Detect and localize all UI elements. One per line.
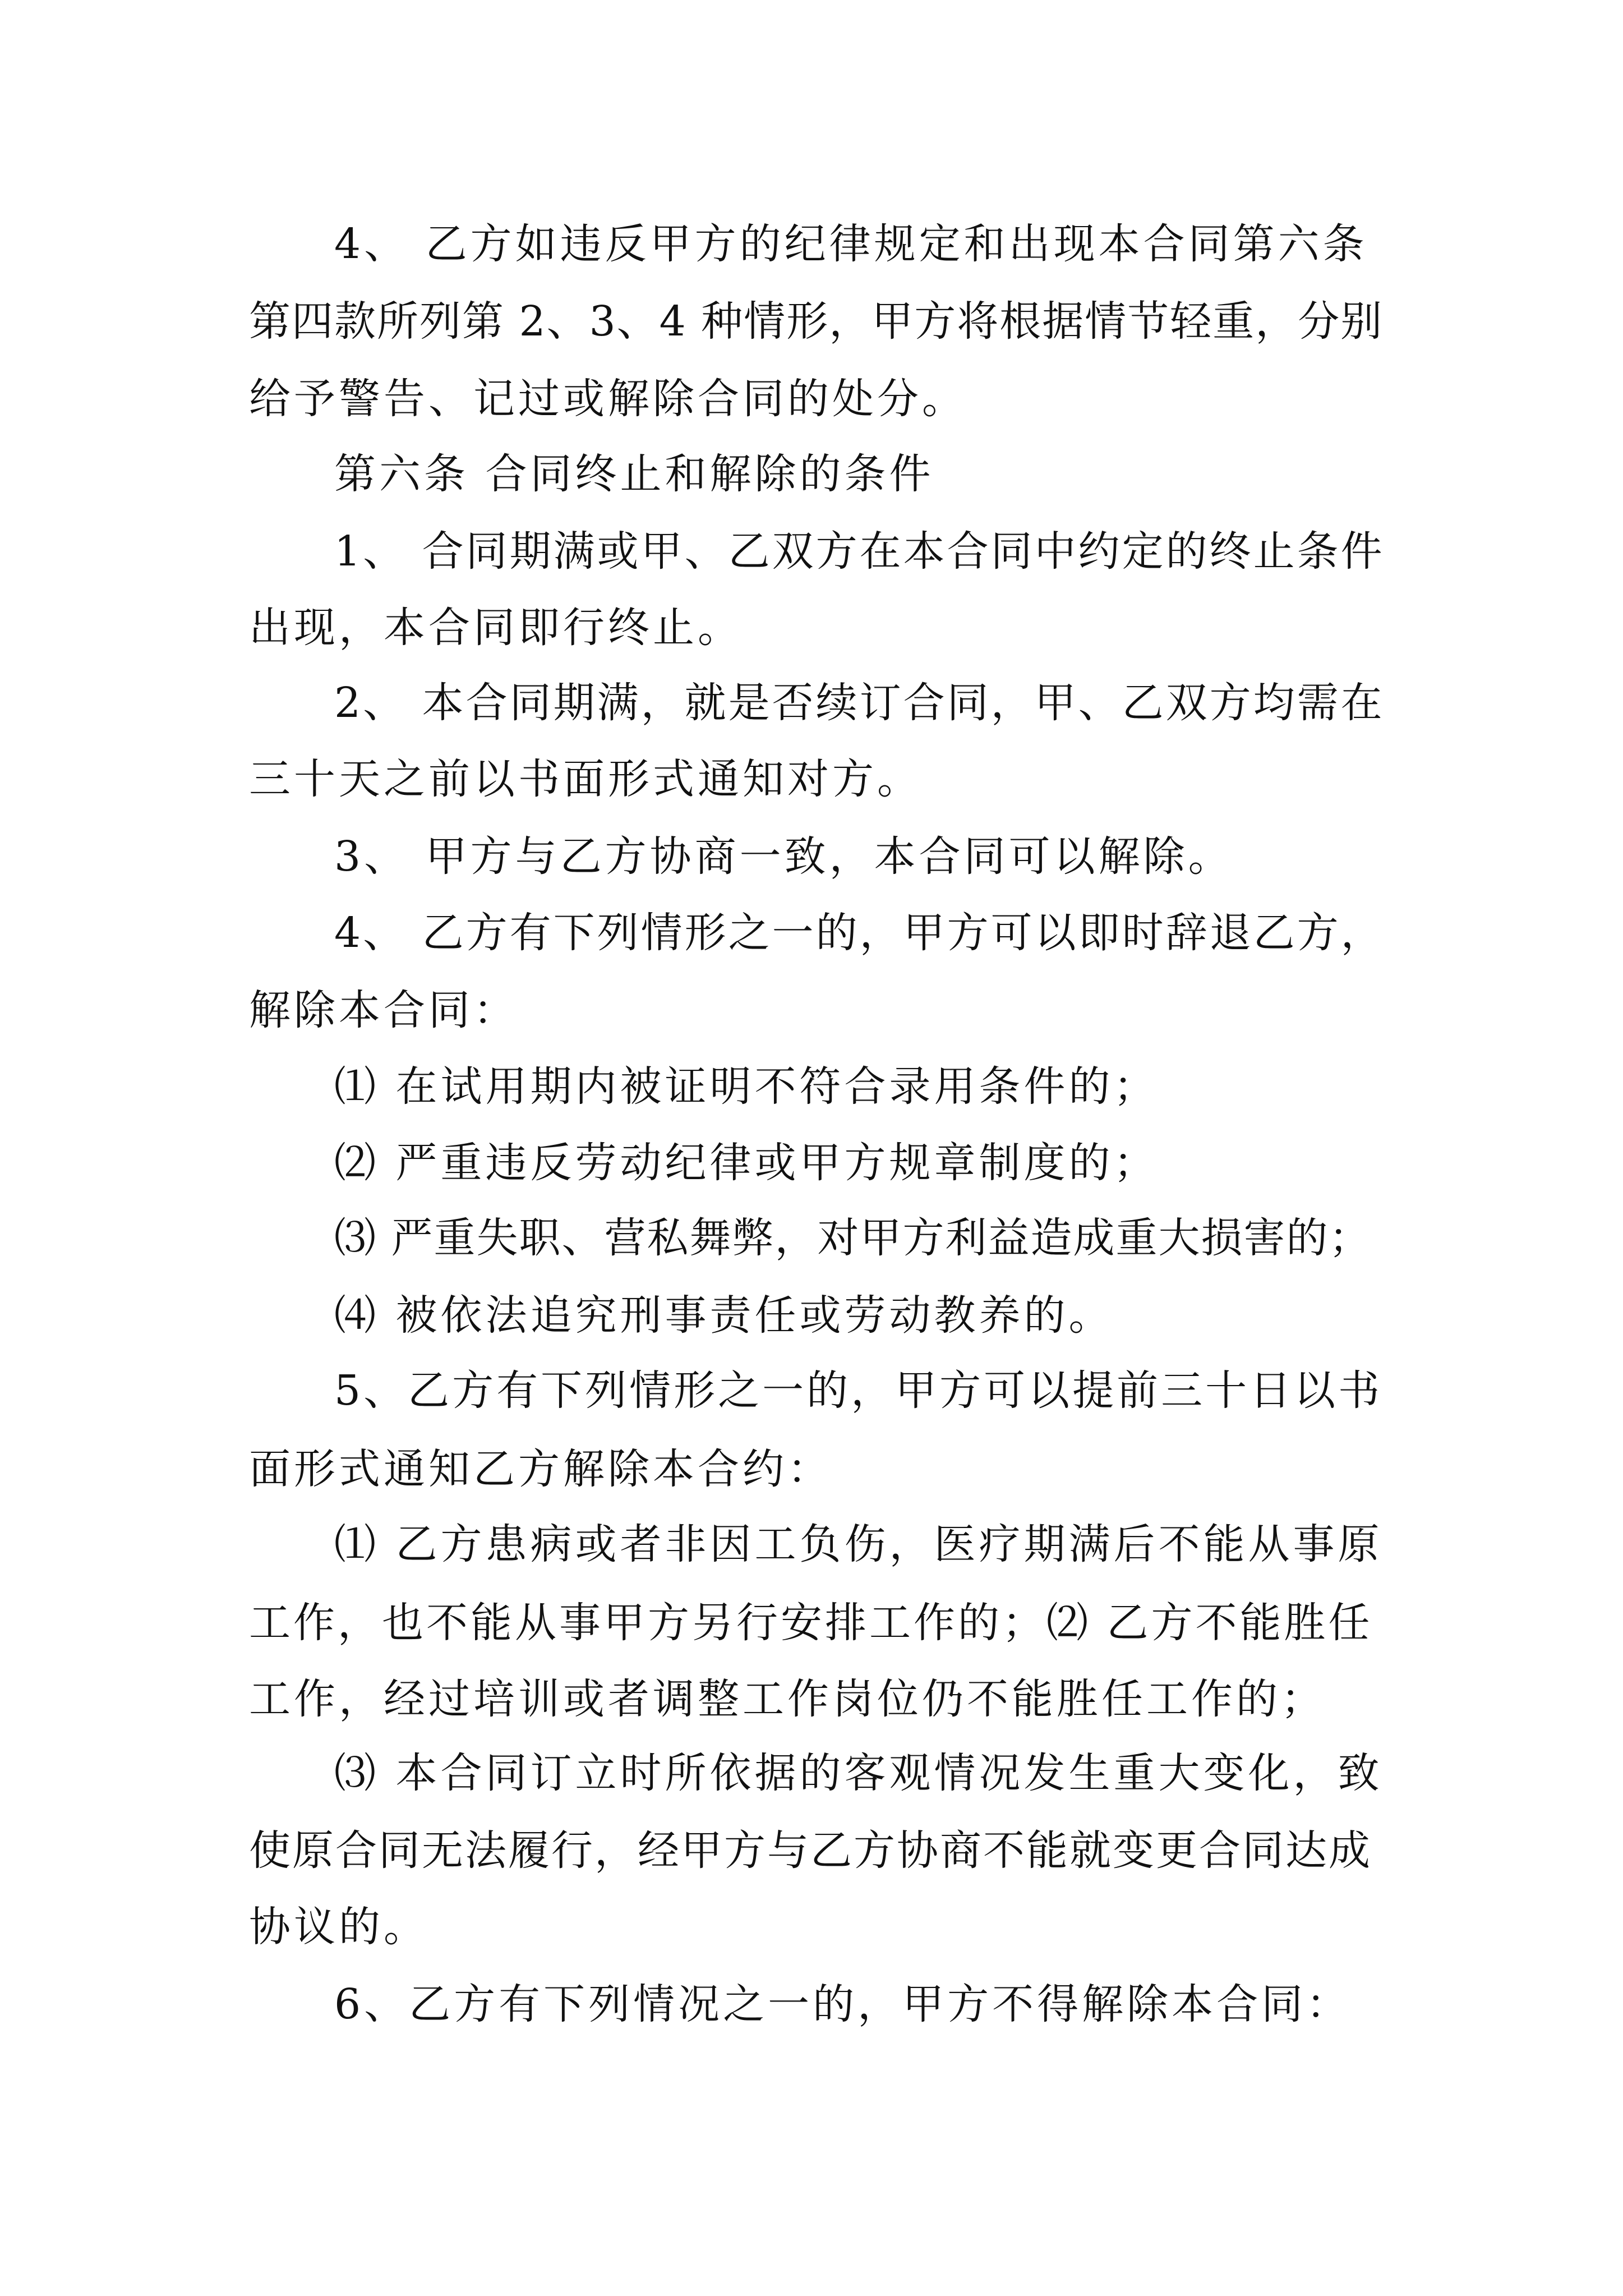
text-line: 5、乙方有下列情形之一的，甲方可以提前三十日以书 bbox=[334, 1366, 1383, 1415]
text-line: ⑷ 被依法追究刑事责任或劳动教养的。 bbox=[334, 1291, 1114, 1340]
text-line: 工作，经过培训或者调整工作岗位仍不能胜任工作的； bbox=[249, 1675, 1326, 1723]
text-line: 4、 乙方有下列情形之一的，甲方可以即时辞退乙方， bbox=[334, 909, 1385, 957]
text-line: 3、 甲方与乙方协商一致，本合同可以解除。 bbox=[334, 832, 1233, 881]
text-line: 出现，本合同即行终止。 bbox=[249, 604, 743, 652]
text-line: ⑴ 乙方患病或者非因工负伤，医疗期满后不能从事原 bbox=[334, 1520, 1383, 1568]
section-heading: 第六条 合同终止和解除的条件 bbox=[334, 450, 934, 498]
text-line: ⑴ 在试用期内被证明不符合录用条件的； bbox=[334, 1062, 1159, 1111]
text-line: 第四款所列第 2、3、4 种情形，甲方将根据情节轻重，分别 bbox=[249, 297, 1384, 346]
text-line: 1、 合同期满或甲、乙双方在本合同中约定的终止条件 bbox=[334, 527, 1385, 576]
text-line: 使原合同无法履行，经甲方与乙方协商不能就变更合同达成 bbox=[249, 1826, 1372, 1875]
text-line: 4、 乙方如违反甲方的纪律规定和出现本合同第六条 bbox=[334, 220, 1368, 268]
text-line: 工作，也不能从事甲方另行安排工作的；⑵ 乙方不能胜任 bbox=[249, 1599, 1373, 1647]
text-line: 面形式通知乙方解除本合约： bbox=[249, 1445, 832, 1493]
text-line: 2、 本合同期满，就是否续订合同，甲、乙双方均需在 bbox=[334, 679, 1385, 727]
text-line: 给予警告、记过或解除合同的处分。 bbox=[249, 375, 967, 423]
text-line: ⑶ 严重失职、营私舞弊，对甲方利益造成重大损害的； bbox=[334, 1214, 1372, 1262]
text-line: ⑶ 本合同订立时所依据的客观情况发生重大变化，致 bbox=[334, 1749, 1383, 1797]
text-line: ⑵ 严重违反劳动纪律或甲方规章制度的； bbox=[334, 1139, 1159, 1187]
text-line: 6、乙方有下列情况之一的，甲方不得解除本合同： bbox=[334, 1980, 1352, 2028]
text-line: 三十天之前以书面形式通知对方。 bbox=[249, 755, 922, 803]
text-line: 协议的。 bbox=[249, 1903, 428, 1951]
text-line: 解除本合同： bbox=[249, 986, 518, 1034]
